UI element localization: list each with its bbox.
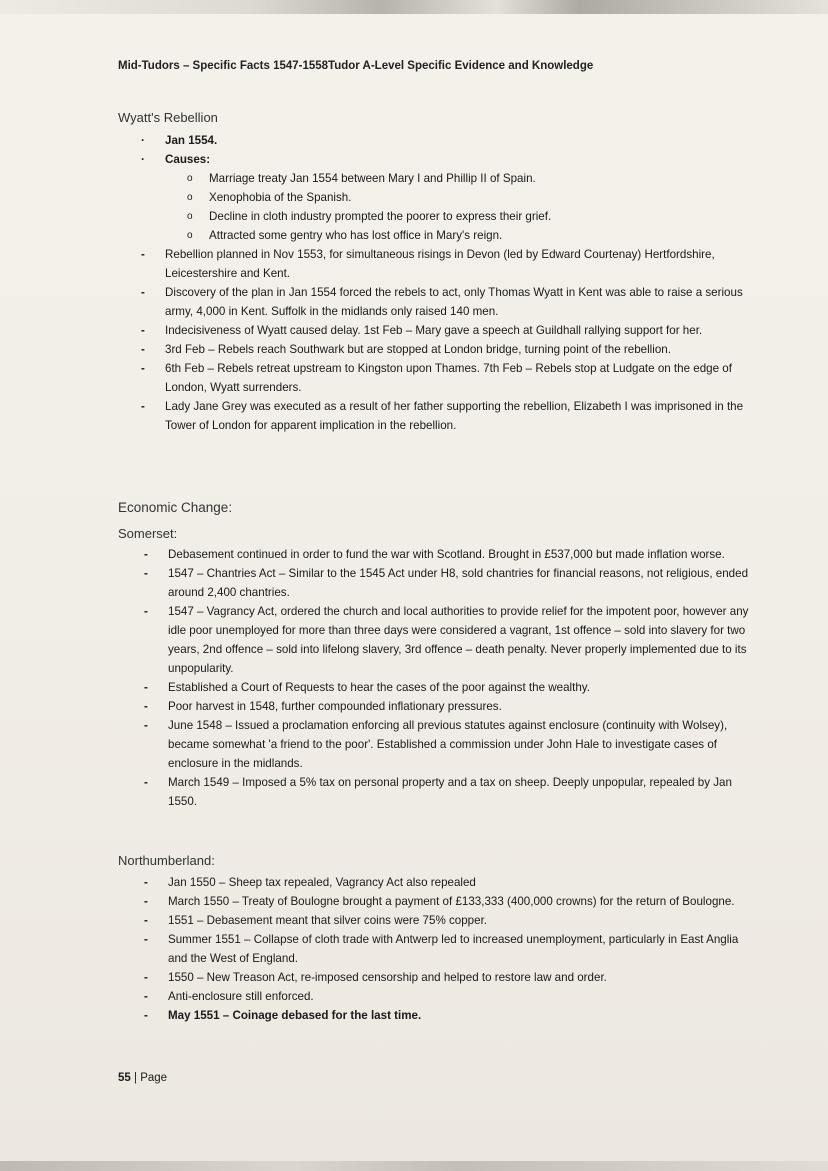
page-header: Mid-Tudors – Specific Facts 1547-1558Tudor A-Level Specific Evidence and Knowledge — [118, 60, 594, 72]
list-item: - March 1550 – Treaty of Boulogne brought a payment of £133,333 (400,000 crowns) for the return of Boulogne. — [144, 895, 735, 908]
subheading-somerset: Somerset: — [118, 526, 178, 541]
list-item: - Lady Jane Grey was executed as a result of her father supporting the rebellion, Elizabeth I was imprisoned in the Tower of London for apparent implication in the rebellion. — [141, 400, 744, 432]
sub-list-item: o Attracted some gentry who has lost office in Mary's reign. — [187, 229, 503, 242]
list-item: - Summer 1551 – Collapse of cloth trade with Antwerp led to increased unemployment, particularly in East Anglia and the West of England. — [144, 933, 739, 965]
list-item: - 1550 – New Treason Act, re-imposed censorship and helped to restore law and order. — [144, 971, 607, 984]
list-item: - Established a Court of Requests to hear the cases of the poor against the wealthy. — [144, 681, 590, 694]
list-item: - Indecisiveness of Wyatt caused delay. 1st Feb – Mary gave a speech at Guildhall rallying support for her. — [141, 324, 703, 337]
causes-list — [165, 169, 758, 245]
somerset-list — [141, 545, 758, 811]
list-item: - 1551 – Debasement meant that silver coins were 75% copper. — [144, 914, 488, 927]
list-item: - Discovery of the plan in Jan 1554 forced the rebels to act, only Thomas Wyatt in Kent was able to raise a serious army, 4,000 in Kent. Suffolk in the midlands only raised 140 men. — [141, 286, 743, 318]
section-heading-economic: Economic Change: — [118, 500, 233, 515]
section-heading-wyatt: Wyatt's Rebellion — [118, 110, 218, 125]
northumberland-list — [141, 873, 758, 1025]
list-item: - 6th Feb – Rebels retreat upstream to Kingston upon Thames. 7th Feb – Rebels stop at Ludgate on the edge of London, Wyatt surrenders. — [141, 362, 732, 394]
subheading-northumberland: Northumberland: — [118, 853, 215, 868]
list-item: - 1547 – Chantries Act – Similar to the 1545 Act under H8, sold chantries for financial reasons, not religious, ended around 2,400 chantries. — [144, 567, 749, 599]
list-item: - Anti-enclosure still enforced. — [144, 990, 314, 1003]
sub-list-item: o Decline in cloth industry prompted the poorer to express their grief. — [187, 210, 552, 223]
sub-list-item: o Xenophobia of the Spanish. — [187, 191, 352, 204]
page-separator: | — [134, 1072, 137, 1084]
page-footer — [118, 1072, 167, 1084]
list-item: - June 1548 – Issued a proclamation enforcing all previous statutes against enclosure (continuity with Wolsey), became somewhat 'a friend to the poor'. Established a commission under John Hale to investigate cases of enclosure in the midlands. — [144, 719, 728, 770]
list-item: - Debasement continued in order to fund the war with Scotland. Brought in £537,000 but made inflation worse. — [144, 548, 725, 561]
list-item: · Causes: o Marriage treaty Jan 1554 between Mary I and Phillip II of Spain. o Xenophobia of the Spanish. o Decline in cloth industry prompted the poorer to express their grief. o Attracted some gentry who has lost office in Mary's reign. — [138, 150, 758, 245]
scan-edge-top — [0, 0, 828, 14]
page-label: Page — [140, 1072, 168, 1084]
list-item: - Jan 1550 – Sheep tax repealed, Vagrancy Act also repealed — [144, 876, 476, 889]
sub-list-item: o Marriage treaty Jan 1554 between Mary I and Phillip II of Spain. — [187, 172, 536, 185]
list-item: - Rebellion planned in Nov 1553, for simultaneous risings in Devon (led by Edward Courtenay) Hertfordshire, Leicestershire and Kent. — [141, 248, 715, 280]
wyatt-list — [138, 131, 758, 435]
page-number: 55 — [118, 1072, 131, 1084]
list-item: - Poor harvest in 1548, further compounded inflationary pressures. — [144, 700, 502, 713]
scan-edge-bottom — [0, 1161, 828, 1171]
list-item: - March 1549 – Imposed a 5% tax on personal property and a tax on sheep. Deeply unpopular, repealed by Jan 1550. — [144, 776, 732, 808]
list-item: · Jan 1554. — [141, 134, 218, 147]
list-item: - 3rd Feb – Rebels reach Southwark but are stopped at London bridge, turning point of the rebellion. — [141, 343, 671, 356]
list-item: - May 1551 – Coinage debased for the last time. — [144, 1009, 422, 1022]
list-item: - 1547 – Vagrancy Act, ordered the church and local authorities to provide relief for the impotent poor, however any idle poor unemployed for more than three days were considered a vagrant, 1st offence – sold into slavery for two years, 2nd offence – sold into lifelong slavery, 3rd offence – death penalty. Never properly implemented due to its unpopularity. — [144, 605, 749, 675]
